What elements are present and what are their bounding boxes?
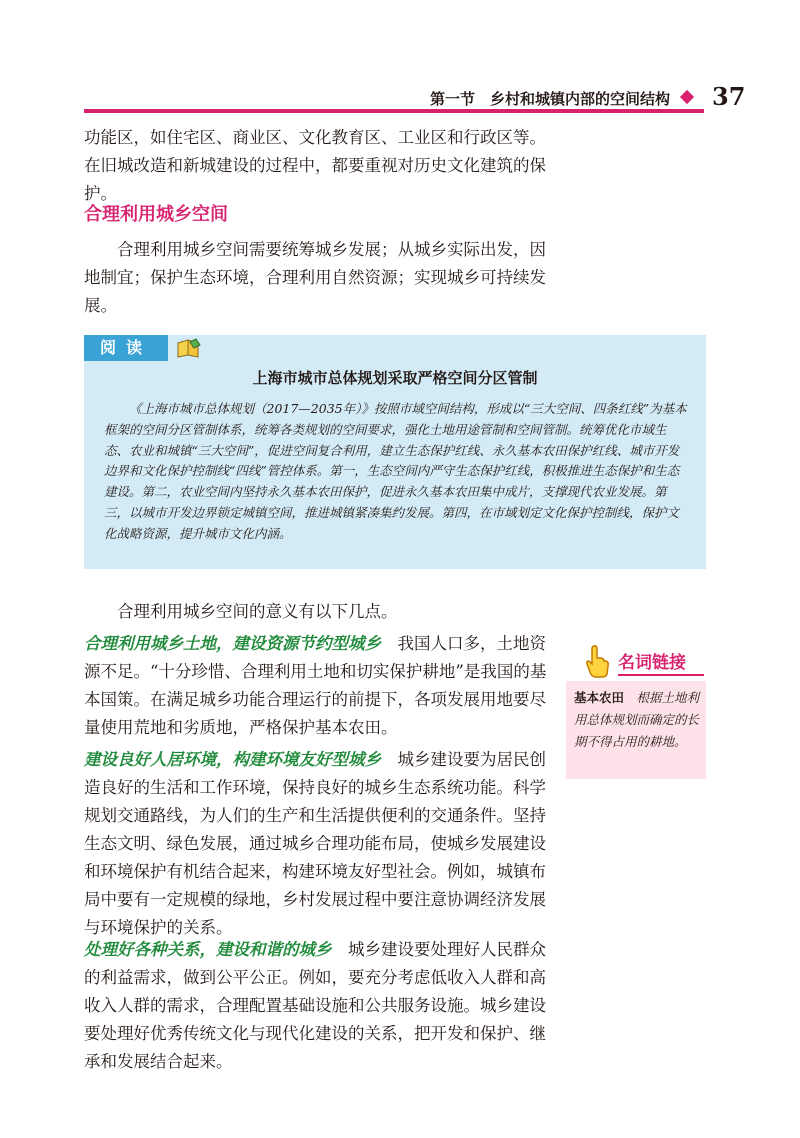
page-number: 37 bbox=[712, 82, 746, 111]
reading-body: 《上海市城市总体规划（2017—2035年）》按照市域空间结构，形成以“三大空间、四条红线”为基本框架的空间分区管制体系，统筹各类规划的空间要求，强化土地用途管制和空间管制。统筹优化市域生态、农业和城镇“三大空间”，促进空间复合利用，建立生态保护红线、永久基本农田保护红线、城市开发边界和文化保护控制线“四线”管控体系。第一，生态空间内严守生态保护红线，积极推进生态保护和生态建设。第二，农业空间内坚持永久基本农田保护，促进永久基本农田集中成片，支撑现代农业发展。第三，以城市开发边界锁定城镇空间，推进城镇紧凑集约发展。第四，在市域划定文化保护控制线，保护文化战略资源，提升城市文化内涵。 bbox=[104, 401, 687, 541]
diamond-icon bbox=[680, 90, 694, 104]
sidebar-definition bbox=[574, 687, 700, 753]
sidebar-underline bbox=[618, 674, 704, 676]
section-heading: 合理利用城乡空间 bbox=[84, 204, 228, 225]
reading-tab: 阅读 bbox=[84, 335, 168, 361]
intro-paragraph: 功能区，如住宅区、商业区、文化教育区、工业区和行政区等。在旧城改造和新城建设的过程中，都要重视对历史文化建筑的保护。 bbox=[84, 128, 546, 203]
sidebar-definition-text: 根据土地利用总体规划而确定的长期不得占用的耕地。 bbox=[574, 690, 700, 749]
point-1 bbox=[84, 630, 550, 742]
header-section-title: 第一节 乡村和城镇内部的空间结构 bbox=[429, 90, 670, 108]
point-2-text: 城乡建设要为居民创造良好的生活和工作环境，保持良好的城乡生态系统功能。科学规划交通路线，为人们的生产和生活提供便利的交通条件。坚持生态文明、绿色发展，通过城乡合理功能布局，使城乡发展建设和环境保护有机结合起来，构建环境友好型社会。例如，城镇布局中要有一定规模的绿地，乡村发展过程中要注意协调经济发展与环境保护的关系。 bbox=[84, 750, 546, 937]
point-2 bbox=[84, 746, 550, 942]
point-1-text: 我国人口多，土地资源不足。“十分珍惜、合理利用土地和切实保护耕地”是我国的基本国策。在满足城乡功能合理运行的前提下，各项发展用地要尽量使用荒地和劣质地，严格保护基本农田。 bbox=[84, 634, 547, 737]
section-paragraph: 合理利用城乡空间需要统筹城乡发展；从城乡实际出发，因地制宜；保护生态环境，合理利用自然资源；实现城乡可持续发展。 bbox=[84, 240, 546, 315]
header-rule bbox=[84, 109, 704, 113]
significance-intro: 合理利用城乡空间的意义有以下几点。 bbox=[117, 602, 398, 621]
sidebar-header bbox=[584, 644, 706, 680]
pointing-hand-icon bbox=[584, 644, 612, 678]
point-1-title: 合理利用城乡土地，建设资源节约型城乡 bbox=[84, 634, 381, 653]
point-3 bbox=[84, 936, 550, 1076]
sidebar-box bbox=[566, 681, 706, 779]
book-icon bbox=[176, 337, 202, 359]
reading-title: 上海市城市总体规划采取严格空间分区管制 bbox=[252, 369, 538, 387]
point-2-title: 建设良好人居环境，构建环境友好型城乡 bbox=[84, 750, 381, 769]
reading-box bbox=[84, 335, 706, 569]
point-3-title: 处理好各种关系，建设和谐的城乡 bbox=[84, 940, 332, 959]
page-header bbox=[0, 84, 800, 114]
point-3-text: 城乡建设要处理好人民群众的利益需求，做到公平公正。例如，要充分考虑低收入人群和高收入人群的需求，合理配置基础设施和公共服务设施。城乡建设要处理好优秀传统文化与现代化建设的关系，把开发和保护、继承和发展结合起来。 bbox=[84, 940, 546, 1071]
sidebar-term: 基本农田 bbox=[574, 690, 625, 705]
sidebar-title: 名词链接 bbox=[618, 653, 686, 673]
